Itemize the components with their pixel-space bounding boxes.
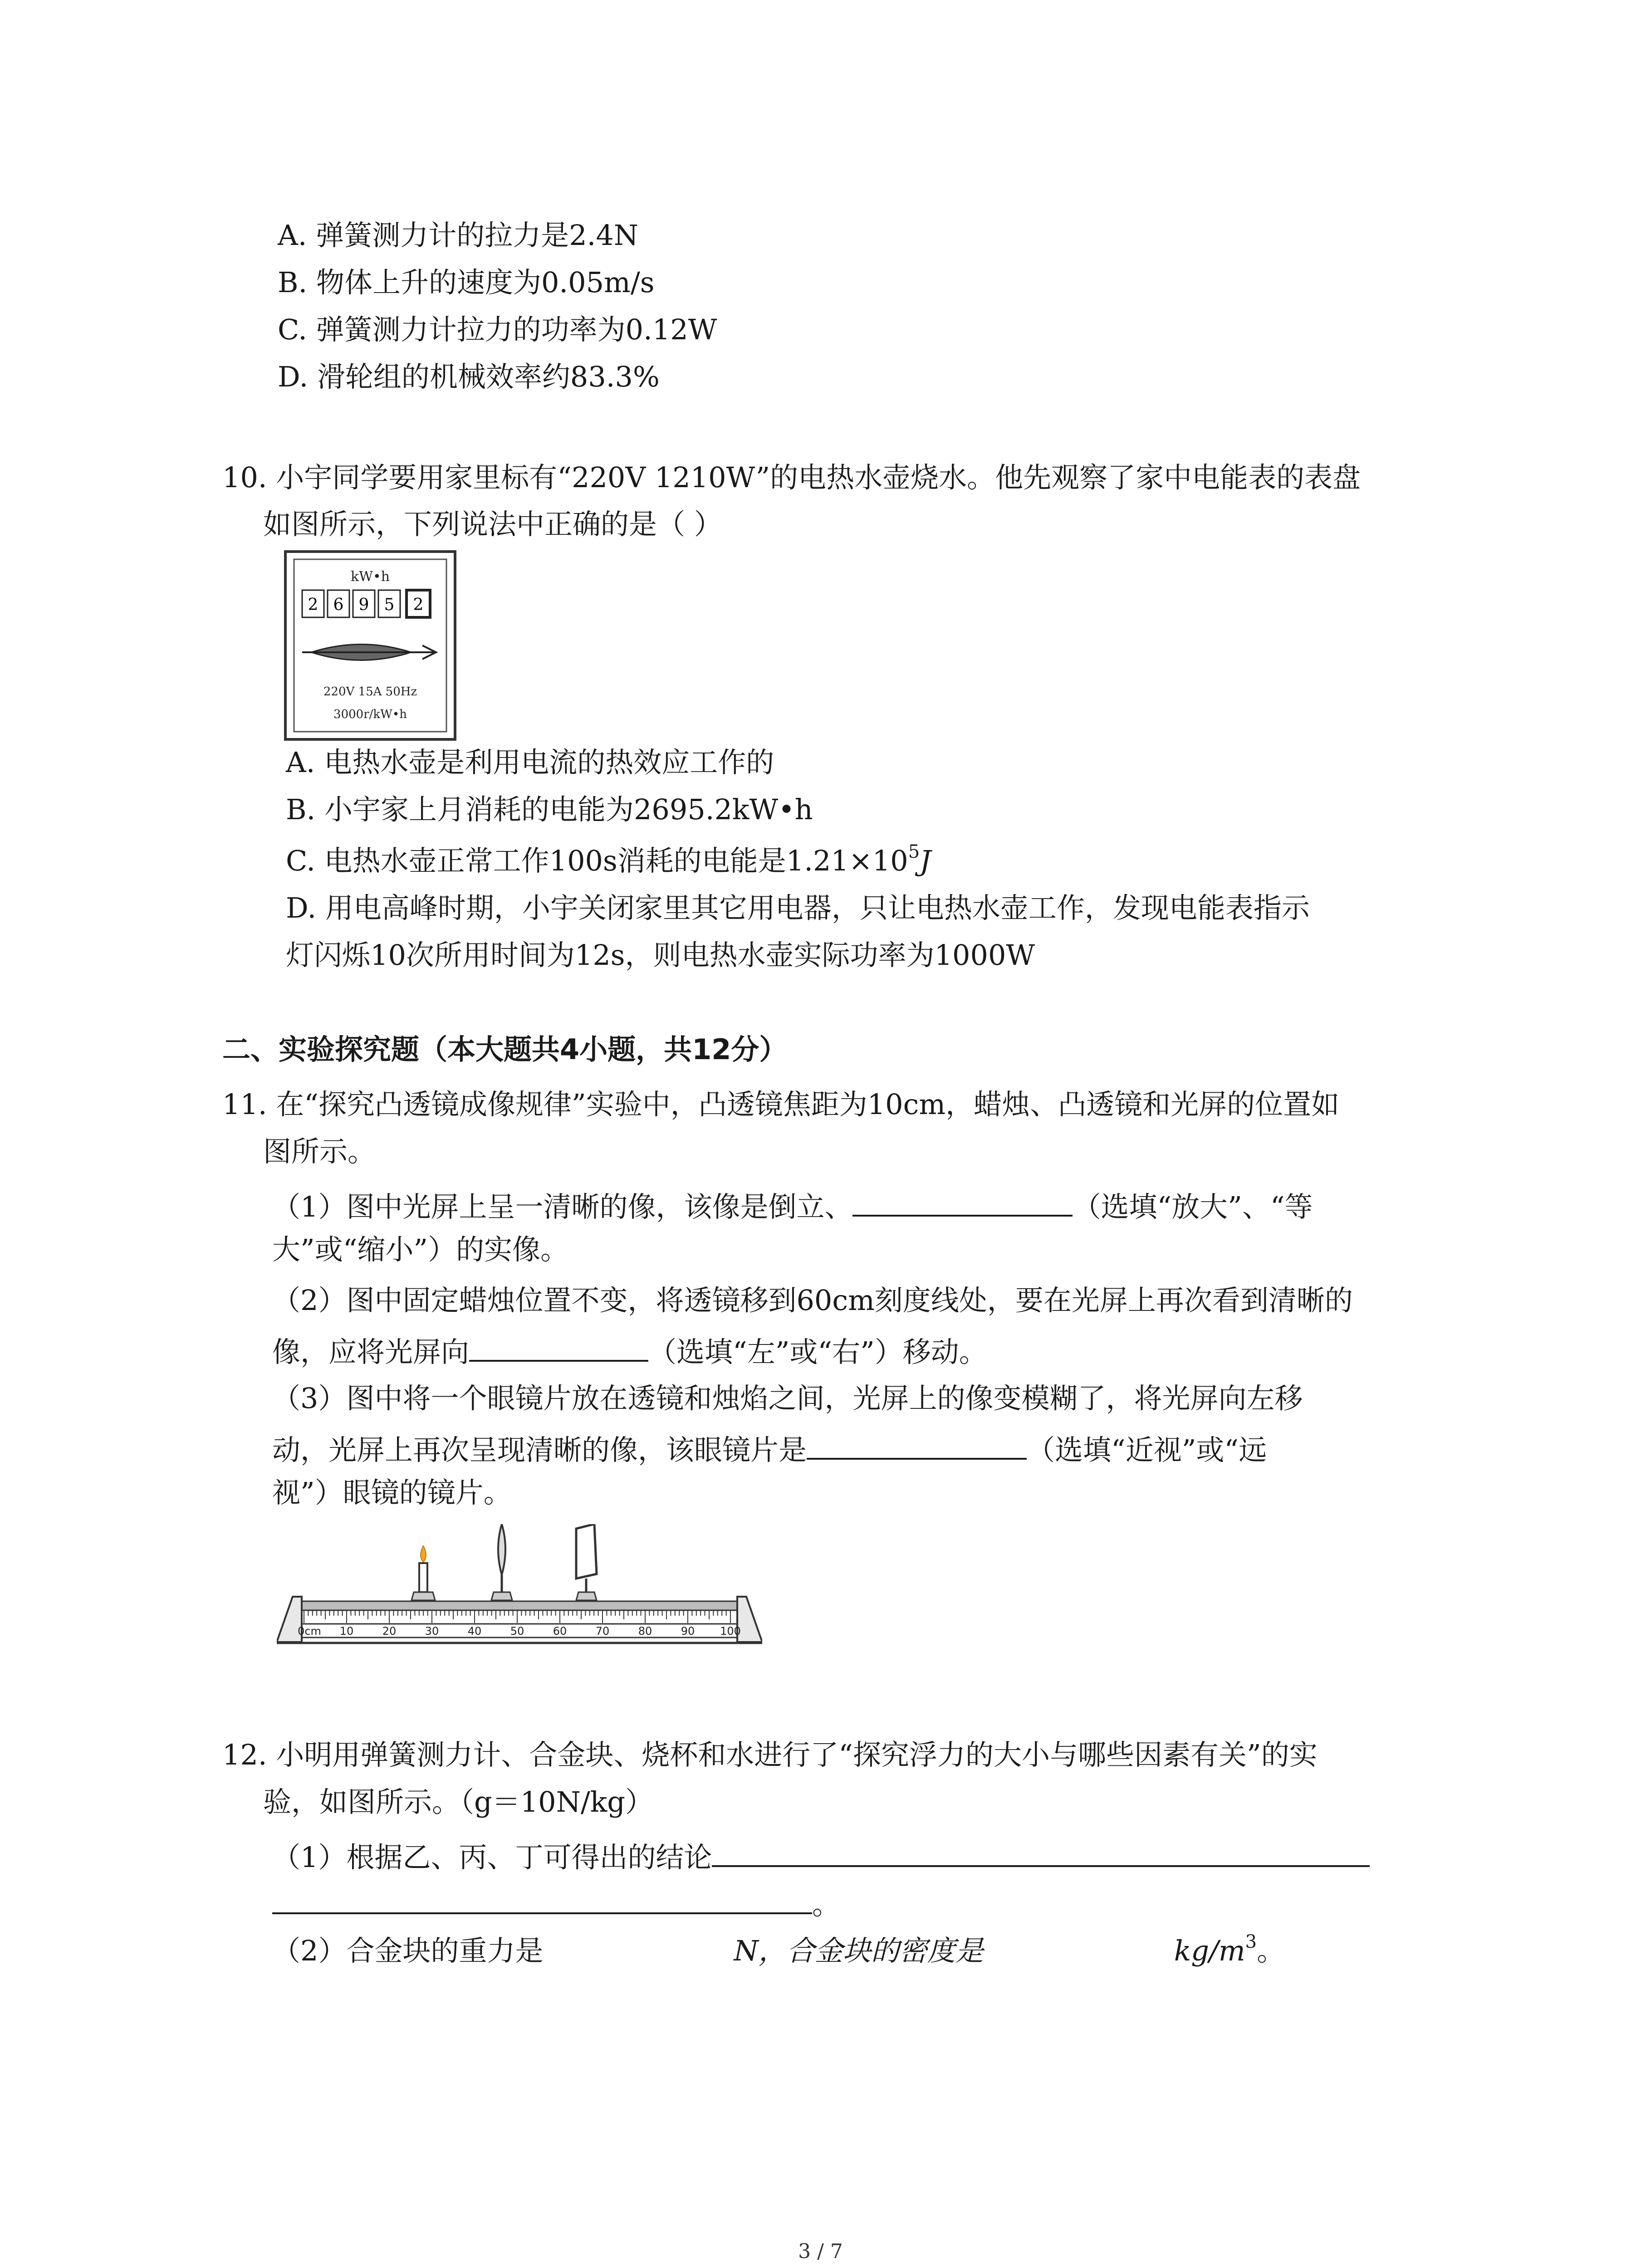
ruler-tick-label: 0cm [298, 1625, 321, 1637]
page-number: 3 / 7 [798, 2240, 843, 2263]
answer-blank[interactable] [272, 1886, 812, 1914]
q9-option-d: D. 滑轮组的机械效率约83.3% [278, 360, 660, 393]
q11-part2-line2: 像，应将光屏向 （选填“左”或“右”）移动。 [272, 1334, 987, 1366]
q11-part3-line3: 视”）眼镜的镜片。 [272, 1476, 512, 1509]
ruler-tick-label: 50 [510, 1625, 524, 1637]
ruler-tick-label: 40 [467, 1625, 482, 1637]
answer-blank[interactable] [469, 1334, 648, 1362]
meter-digit: 9 [358, 596, 369, 614]
meter-digit: 5 [384, 596, 395, 614]
q10-stem-line1: 10. 小宇同学要用家里标有“220V 1210W”的电热水壶烧水。他先观察了家中电能表的表盘 [222, 461, 1361, 494]
q11-part3-line2: 动，光屏上再次呈现清晰的像，该眼镜片是 （选填“近视”或“远 [272, 1432, 1267, 1464]
energy-meter-figure [284, 550, 456, 741]
meter-digit: 2 [308, 596, 318, 614]
q9-option-c: C. 弹簧测力计拉力的功率为0.12W [278, 313, 717, 346]
meter-specs: 220V 15A 50Hz [323, 685, 417, 699]
meter-unit: kW•h [350, 569, 390, 585]
ruler-tick-label: 60 [553, 1625, 567, 1637]
answer-blank[interactable] [852, 1188, 1073, 1217]
ruler-tick-label: 30 [425, 1625, 439, 1637]
ruler-tick-label: 80 [638, 1625, 652, 1637]
q10-option-a: A. 电热水壶是利用电流的热效应工作的 [286, 746, 774, 779]
q10-option-c: C. 电热水壶正常工作100s消耗的电能是$1.21\times 10^5J$ [286, 841, 931, 877]
answer-blank[interactable] [807, 1432, 1027, 1460]
q10-stem-line2: 如图所示，下列说法中正确的是（ ） [263, 508, 722, 541]
ruler-tick-label: 90 [681, 1625, 695, 1637]
q12-stem-line1: 12. 小明用弹簧测力计、合金块、烧杯和水进行了“探究浮力的大小与哪些因素有关”的实 [222, 1738, 1318, 1771]
q12-part1-line1: （1）根据乙、丙、丁可得出的结论 [272, 1839, 1370, 1872]
q9-option-a: A. 弹簧测力计的拉力是2.4N [278, 219, 639, 252]
answer-blank[interactable] [712, 1839, 1370, 1867]
convex-lens [491, 1524, 512, 1600]
q10-option-b: B. 小宇家上月消耗的电能为2695.2kW•h [286, 793, 813, 826]
q11-stem-line2: 图所示。 [263, 1135, 376, 1168]
candle [411, 1546, 435, 1600]
ruler-tick-labels [298, 1625, 741, 1637]
optical-bench-figure [277, 1524, 762, 1656]
meter-rate: 3000r/kW•h [333, 708, 407, 721]
q10-option-d-line2: 灯闪烁10次所用时间为12s，则电热水壶实际功率为1000W [286, 938, 1035, 972]
q12-stem-line2: 验，如图所示。（g＝10N/kg） [263, 1785, 653, 1818]
meter-digit: 6 [333, 596, 344, 614]
ruler-tick-label: 100 [720, 1625, 741, 1637]
section-heading: 二、实验探究题（本大题共4小题，共12分） [222, 1033, 788, 1066]
light-screen [576, 1524, 597, 1600]
q11-part1-line1: （1）图中光屏上呈一清晰的像，该像是倒立、 （选填“放大”、“等 [272, 1188, 1313, 1221]
ruler-tick-label: 10 [339, 1625, 354, 1637]
q10-option-d-line1: D. 用电高峰时期，小宇关闭家里其它用电器，只让电热水壶工作，发现电能表指示 [286, 891, 1310, 924]
q11-part1-line2: 大”或“缩小”）的实像。 [272, 1233, 569, 1266]
q11-part3-line1: （3）图中将一个眼镜片放在透镜和烛焰之间，光屏上的像变模糊了，将光屏向左移 [272, 1382, 1303, 1415]
q12-part1-line2: 。 [272, 1886, 840, 1919]
q11-stem-line1: 11. 在“探究凸透镜成像规律”实验中，凸透镜焦距为10cm，蜡烛、凸透镜和光屏的位置如 [222, 1088, 1340, 1121]
q11-part2-line1: （2）图中固定蜡烛位置不变，将透镜移到60cm刻度线处，要在光屏上再次看到清晰的 [272, 1284, 1353, 1317]
q9-option-b: B. 物体上升的速度为0.05m/s [278, 266, 655, 299]
q12-part2: （2）合金块的重力是 N，合金块的密度是 $kg/m^3$。 [272, 1931, 1285, 1967]
ruler-tick-label: 20 [382, 1625, 397, 1637]
meter-digit-decimal: 2 [413, 596, 424, 614]
ruler-tick-label: 70 [595, 1625, 610, 1637]
